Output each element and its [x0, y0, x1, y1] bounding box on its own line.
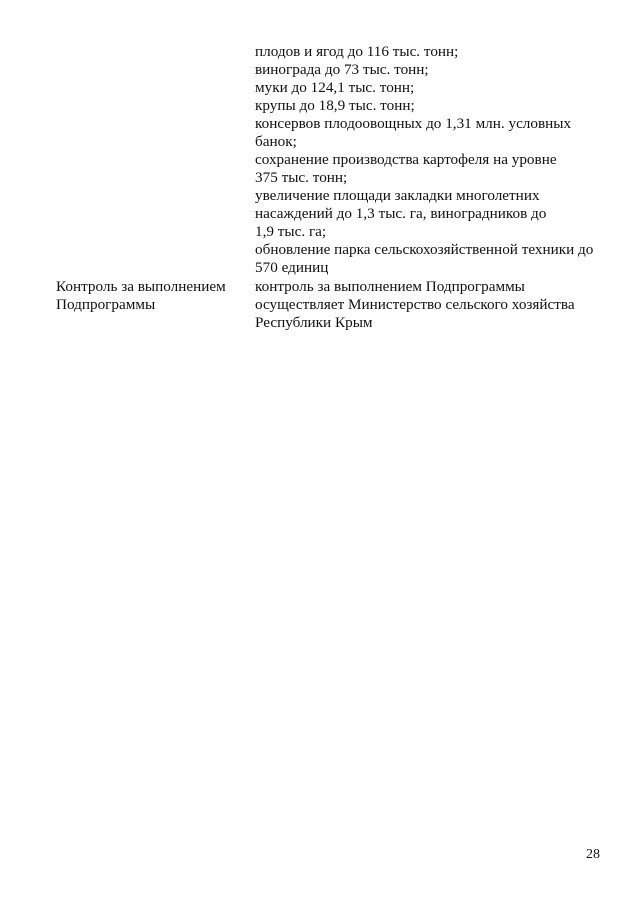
result-line: винограда до 73 тыс. тонн;: [255, 61, 429, 78]
result-line: насаждений до 1,3 тыс. га, виноградников до: [255, 205, 547, 222]
value-line: контроль за выполнением Подпрограммы: [255, 278, 525, 295]
label-line: Подпрограммы: [56, 296, 156, 313]
value-line: Республики Крым: [255, 314, 373, 331]
result-line: 1,9 тыс. га;: [255, 223, 327, 240]
result-line: консервов плодоовощных до 1,31 млн. условных: [255, 115, 572, 132]
control-row-label: [56, 278, 246, 314]
result-line: 375 тыс. тонн;: [255, 169, 348, 186]
result-line: банок;: [255, 133, 297, 150]
result-line: обновление парка сельскохозяйственной техники до: [255, 241, 594, 258]
control-row-value: [255, 278, 625, 332]
result-line: 570 единиц: [255, 259, 329, 276]
result-line: сохранение производства картофеля на уровне: [255, 151, 557, 168]
result-line: увеличение площади закладки многолетних: [255, 187, 540, 204]
expected-results-cell: [255, 43, 625, 277]
result-line: крупы до 18,9 тыс. тонн;: [255, 97, 415, 114]
result-line: плодов и ягод до 116 тыс. тонн;: [255, 43, 459, 60]
result-line: муки до 124,1 тыс. тонн;: [255, 79, 415, 96]
value-line: осуществляет Министерство сельского хозяйства: [255, 296, 575, 313]
page-number: 28: [586, 847, 600, 862]
label-line: Контроль за выполнением: [56, 278, 226, 295]
